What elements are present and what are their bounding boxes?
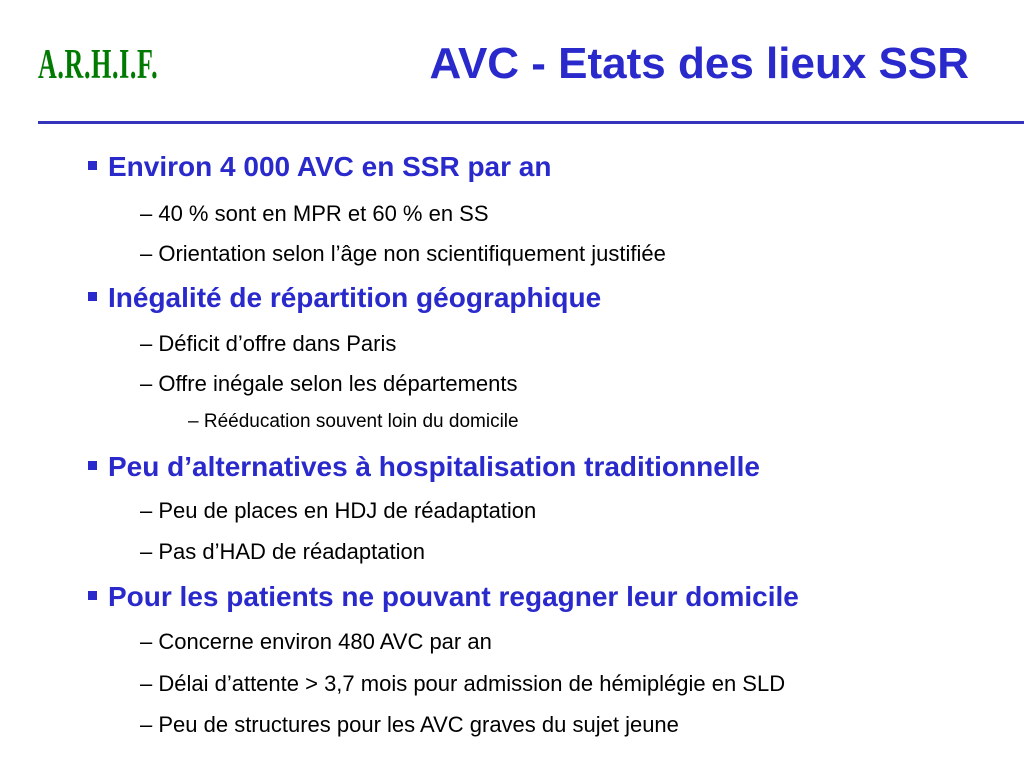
section-heading: Environ 4 000 AVC en SSR par an bbox=[108, 151, 552, 182]
square-bullet-icon bbox=[88, 161, 97, 170]
section-heading: Pour les patients ne pouvant regagner leur domicile bbox=[108, 581, 799, 612]
bullet-section-2 bbox=[88, 284, 601, 312]
sub-bullet: – Délai d’attente > 3,7 mois pour admission de hémiplégie en SLD bbox=[140, 671, 786, 696]
section-heading: Inégalité de répartition géographique bbox=[108, 282, 602, 313]
bullet-section-1 bbox=[88, 153, 551, 181]
sub-bullet: – 40 % sont en MPR et 60 % en SS bbox=[140, 201, 489, 226]
sub-bullet: – Peu de structures pour les AVC graves du sujet jeune bbox=[140, 712, 679, 737]
square-bullet-icon bbox=[88, 461, 97, 470]
logo: A.R.H.I.F. bbox=[38, 42, 159, 88]
sub-sub-bullet: – Rééducation souvent loin du domicile bbox=[188, 411, 519, 432]
title-divider bbox=[38, 121, 1024, 124]
sub-bullet: – Peu de places en HDJ de réadaptation bbox=[140, 498, 537, 523]
section-heading: Peu d’alternatives à hospitalisation traditionnelle bbox=[108, 451, 760, 482]
square-bullet-icon bbox=[88, 591, 97, 600]
sub-bullet: – Pas d’HAD de réadaptation bbox=[140, 539, 425, 564]
square-bullet-icon bbox=[88, 292, 97, 301]
bullet-section-4 bbox=[88, 583, 799, 611]
slide-title: AVC - Etats des lieux SSR bbox=[429, 39, 969, 88]
sub-bullet: – Orientation selon l’âge non scientifiquement justifiée bbox=[140, 241, 666, 266]
sub-bullet: – Déficit d’offre dans Paris bbox=[140, 331, 397, 356]
bullet-section-3 bbox=[88, 453, 760, 481]
sub-bullet: – Concerne environ 480 AVC par an bbox=[140, 629, 492, 654]
sub-bullet: – Offre inégale selon les départements bbox=[140, 371, 518, 396]
